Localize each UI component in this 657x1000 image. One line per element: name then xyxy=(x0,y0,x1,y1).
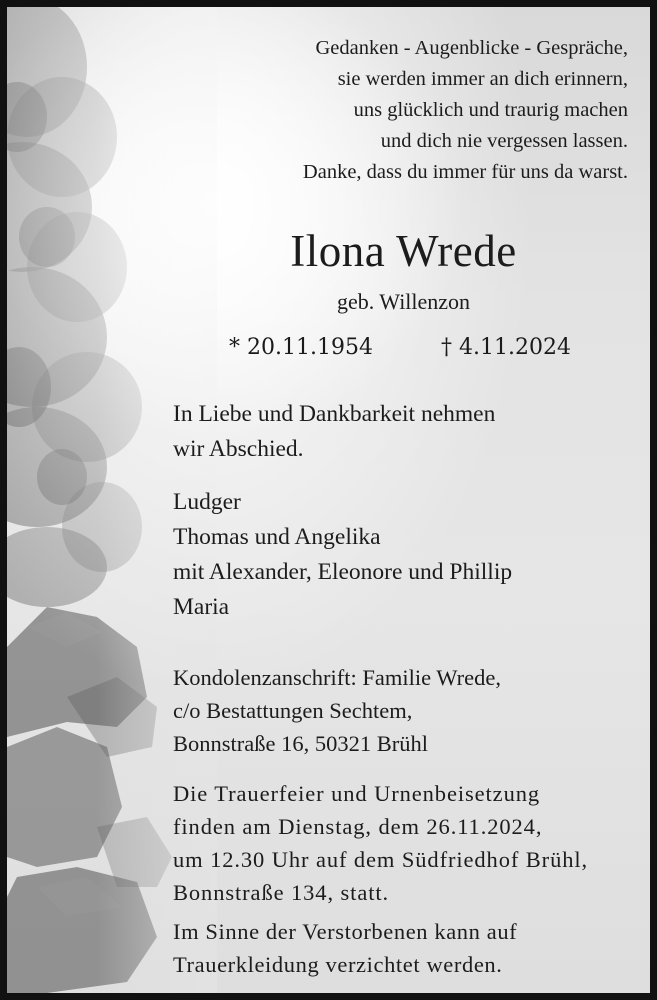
poem-line: sie werden immer an dich erinnern, xyxy=(337,68,628,90)
attire-note xyxy=(173,915,517,981)
condolence-line: c/o Bestattungen Sechtem, xyxy=(173,698,413,723)
condolence-line: Kondolenzanschrift: Familie Wrede, xyxy=(173,665,501,690)
mourner-line: Thomas und Angelika xyxy=(173,524,381,550)
poem-line: uns glücklich und traurig machen xyxy=(353,99,628,121)
mourner-line: Ludger xyxy=(173,489,241,515)
mourner-line: mit Alexander, Eleonore und Phillip xyxy=(173,559,513,585)
farewell-line: In Liebe und Dankbarkeit nehmen xyxy=(173,401,496,427)
poem-line: und dich nie vergessen lassen. xyxy=(380,130,628,152)
condolence-line: Bonnstraße 16, 50321 Brühl xyxy=(173,731,428,756)
note-line: Trauerkleidung verzichtet werden. xyxy=(173,952,503,977)
condolence-address xyxy=(173,661,501,760)
maiden-name: geb. Willenzon xyxy=(336,289,471,314)
service-line: um 12.30 Uhr auf dem Südfriedhof Brühl, xyxy=(173,847,589,872)
farewell-text xyxy=(173,397,495,467)
service-line: Bonnstraße 134, statt. xyxy=(173,880,390,905)
mourners-list xyxy=(173,485,512,625)
note-line: Im Sinne der Verstorbenen kann auf xyxy=(173,919,518,944)
death-date: † 4.11.2024 xyxy=(441,335,571,360)
birth-date: * 20.11.1954 xyxy=(229,335,373,360)
poem-line: Danke, dass du immer für uns da warst. xyxy=(302,161,628,183)
service-line: Die Trauerfeier und Urnenbeisetzung xyxy=(173,781,541,806)
service-line: finden am Dienstag, dem 26.11.2024, xyxy=(173,814,543,839)
farewell-line: wir Abschied. xyxy=(173,436,304,462)
service-details xyxy=(173,777,588,909)
poem-line: Gedanken - Augenblicke - Gespräche, xyxy=(315,37,628,59)
poem-verse xyxy=(303,33,628,188)
mourner-line: Maria xyxy=(173,594,230,620)
deceased-name: Ilona Wrede xyxy=(290,226,517,276)
